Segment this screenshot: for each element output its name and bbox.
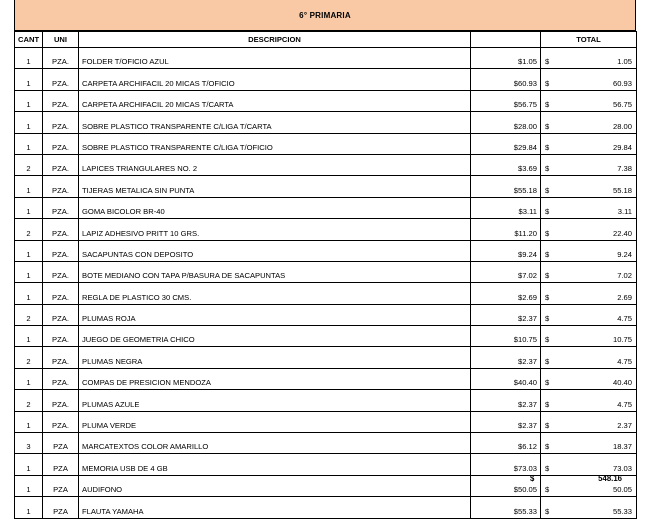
cell-uni: PZA. (43, 283, 79, 304)
currency-symbol: $ (545, 249, 550, 259)
cell-descripcion: SOBRE PLASTICO TRANSPARENTE C/LIGA T/CARTA (79, 112, 471, 133)
cell-total (541, 326, 637, 347)
table-row (15, 154, 637, 175)
total-value: 3.11 (617, 207, 632, 217)
cell-total (541, 219, 637, 240)
cell-total (541, 240, 637, 261)
cell-uni: PZA. (43, 390, 79, 411)
cell-uni: PZA (43, 454, 79, 475)
table-row (15, 454, 637, 475)
cell-precio: $10.75 (471, 326, 541, 347)
currency-symbol: $ (545, 399, 550, 409)
cell-cant: 2 (15, 154, 43, 175)
table-row (15, 326, 637, 347)
cell-precio: $11.20 (471, 219, 541, 240)
table-row (15, 304, 637, 325)
total-value: 9.24 (617, 249, 632, 259)
cell-uni: PZA. (43, 197, 79, 218)
table-body (15, 48, 637, 519)
total-value: 28.00 (612, 121, 632, 131)
currency-symbol: $ (545, 57, 550, 67)
cell-uni: PZA. (43, 176, 79, 197)
cell-uni: PZA. (43, 240, 79, 261)
cell-uni: PZA. (43, 90, 79, 111)
currency-symbol: $ (545, 442, 550, 452)
cell-total (541, 433, 637, 454)
cell-total (541, 69, 637, 90)
header-precio (471, 32, 541, 48)
items-table (14, 31, 637, 519)
table-row (15, 112, 637, 133)
cell-descripcion: CARPETA ARCHIFACIL 20 MICAS T/CARTA (79, 90, 471, 111)
table-row (15, 90, 637, 111)
table-row (15, 497, 637, 518)
cell-descripcion: MEMORIA USB DE 4 GB (79, 454, 471, 475)
cell-uni: PZA. (43, 304, 79, 325)
total-value: 40.40 (612, 378, 632, 388)
cell-cant: 1 (15, 133, 43, 154)
cell-precio: $7.02 (471, 261, 541, 282)
cell-descripcion: PLUMAS AZULE (79, 390, 471, 411)
cell-uni: PZA (43, 497, 79, 518)
currency-symbol: $ (545, 356, 550, 366)
total-value: 1.05 (617, 57, 632, 67)
cell-precio: $2.37 (471, 347, 541, 368)
cell-cant: 1 (15, 326, 43, 347)
cell-precio: $29.84 (471, 133, 541, 154)
cell-total (541, 411, 637, 432)
spreadsheet (14, 0, 636, 519)
cell-descripcion: FLAUTA YAMAHA (79, 497, 471, 518)
cell-cant: 1 (15, 240, 43, 261)
currency-symbol: $ (545, 485, 550, 495)
cell-descripcion: REGLA DE PLASTICO 30 CMS. (79, 283, 471, 304)
currency-symbol: $ (545, 164, 550, 174)
cell-cant: 2 (15, 390, 43, 411)
cell-total (541, 197, 637, 218)
cell-precio: $2.37 (471, 411, 541, 432)
cell-descripcion: CARPETA ARCHIFACIL 20 MICAS T/OFICIO (79, 69, 471, 90)
table-row (15, 176, 637, 197)
table-row (15, 368, 637, 389)
cell-descripcion: GOMA BICOLOR BR-40 (79, 197, 471, 218)
cell-precio: $50.05 (471, 475, 541, 496)
grand-total-currency: $ (530, 474, 535, 483)
total-value: 7.02 (617, 271, 632, 281)
cell-uni: PZA (43, 433, 79, 454)
currency-symbol: $ (545, 378, 550, 388)
cell-precio: $73.03 (471, 454, 541, 475)
table-row (15, 390, 637, 411)
cell-total (541, 90, 637, 111)
currency-symbol: $ (545, 207, 550, 217)
cell-precio: $2.37 (471, 304, 541, 325)
cell-precio: $55.18 (471, 176, 541, 197)
cell-uni: PZA. (43, 261, 79, 282)
total-value: 29.84 (612, 142, 632, 152)
table-row (15, 347, 637, 368)
cell-total (541, 497, 637, 518)
grand-total-value: 548.16 (598, 474, 622, 483)
cell-total (541, 304, 637, 325)
header-total: TOTAL (541, 32, 637, 48)
cell-cant: 2 (15, 219, 43, 240)
total-value: 50.05 (612, 485, 632, 495)
header-cant: CANT (15, 32, 43, 48)
total-value: 22.40 (612, 228, 632, 238)
cell-precio: $60.93 (471, 69, 541, 90)
cell-uni: PZA. (43, 347, 79, 368)
cell-total (541, 176, 637, 197)
total-value: 56.75 (612, 100, 632, 110)
total-value: 10.75 (612, 335, 632, 345)
cell-cant: 1 (15, 197, 43, 218)
cell-descripcion: PLUMA VERDE (79, 411, 471, 432)
cell-descripcion: PLUMAS ROJA (79, 304, 471, 325)
table-row (15, 69, 637, 90)
cell-descripcion: LAPICES TRIANGULARES NO. 2 (79, 154, 471, 175)
cell-total (541, 154, 637, 175)
currency-symbol: $ (545, 314, 550, 324)
cell-uni: PZA. (43, 69, 79, 90)
cell-total (541, 133, 637, 154)
table-row (15, 261, 637, 282)
currency-symbol: $ (545, 121, 550, 131)
currency-symbol: $ (545, 185, 550, 195)
cell-cant: 1 (15, 411, 43, 432)
currency-symbol: $ (545, 78, 550, 88)
table-row (15, 219, 637, 240)
cell-total (541, 347, 637, 368)
cell-uni: PZA. (43, 112, 79, 133)
cell-cant: 1 (15, 176, 43, 197)
cell-precio: $28.00 (471, 112, 541, 133)
currency-symbol: $ (545, 506, 550, 516)
cell-descripcion: SACAPUNTAS CON DEPOSITO (79, 240, 471, 261)
cell-total (541, 261, 637, 282)
table-row (15, 433, 637, 454)
cell-total (541, 390, 637, 411)
cell-cant: 1 (15, 283, 43, 304)
total-value: 4.75 (617, 399, 632, 409)
table-row (15, 283, 637, 304)
cell-cant: 1 (15, 48, 43, 69)
cell-precio: $2.69 (471, 283, 541, 304)
cell-precio: $6.12 (471, 433, 541, 454)
cell-cant: 1 (15, 112, 43, 133)
total-value: 2.37 (617, 421, 632, 431)
cell-cant: 1 (15, 475, 43, 496)
cell-descripcion: LAPIZ ADHESIVO PRITT 10 GRS. (79, 219, 471, 240)
cell-cant: 1 (15, 69, 43, 90)
grand-total (530, 474, 622, 483)
cell-descripcion: MARCATEXTOS COLOR AMARILLO (79, 433, 471, 454)
cell-descripcion: PLUMAS NEGRA (79, 347, 471, 368)
cell-precio: $9.24 (471, 240, 541, 261)
cell-descripcion: AUDIFONO (79, 475, 471, 496)
currency-symbol: $ (545, 463, 550, 473)
cell-cant: 1 (15, 368, 43, 389)
cell-total (541, 368, 637, 389)
total-value: 4.75 (617, 314, 632, 324)
total-value: 18.37 (612, 442, 632, 452)
currency-symbol: $ (545, 142, 550, 152)
cell-uni: PZA. (43, 368, 79, 389)
currency-symbol: $ (545, 335, 550, 345)
cell-precio: $56.75 (471, 90, 541, 111)
table-row (15, 411, 637, 432)
total-value: 2.69 (617, 292, 632, 302)
cell-cant: 1 (15, 497, 43, 518)
cell-descripcion: COMPAS DE PRESICION MENDOZA (79, 368, 471, 389)
cell-precio: $40.40 (471, 368, 541, 389)
cell-cant: 3 (15, 433, 43, 454)
cell-precio: $3.69 (471, 154, 541, 175)
cell-descripcion: BOTE MEDIANO CON TAPA P/BASURA DE SACAPUNTAS (79, 261, 471, 282)
currency-symbol: $ (545, 228, 550, 238)
currency-symbol: $ (545, 271, 550, 281)
cell-uni: PZA. (43, 219, 79, 240)
currency-symbol: $ (545, 421, 550, 431)
cell-descripcion: JUEGO DE GEOMETRIA CHICO (79, 326, 471, 347)
table-row (15, 240, 637, 261)
total-value: 7.38 (617, 164, 632, 174)
cell-total (541, 283, 637, 304)
cell-precio: $1.05 (471, 48, 541, 69)
table-row (15, 48, 637, 69)
cell-total (541, 454, 637, 475)
total-value: 73.03 (612, 463, 632, 473)
total-value: 55.33 (612, 506, 632, 516)
cell-cant: 1 (15, 261, 43, 282)
cell-cant: 2 (15, 304, 43, 325)
cell-uni: PZA. (43, 48, 79, 69)
total-value: 60.93 (612, 78, 632, 88)
cell-cant: 1 (15, 454, 43, 475)
cell-uni: PZA. (43, 326, 79, 347)
cell-total (541, 112, 637, 133)
cell-uni: PZA. (43, 154, 79, 175)
header-descripcion: DESCRIPCION (79, 32, 471, 48)
cell-uni: PZA. (43, 133, 79, 154)
currency-symbol: $ (545, 100, 550, 110)
table-row (15, 197, 637, 218)
header-uni: UNI (43, 32, 79, 48)
cell-precio: $55.33 (471, 497, 541, 518)
cell-precio: $2.37 (471, 390, 541, 411)
cell-descripcion: FOLDER T/OFICIO AZUL (79, 48, 471, 69)
cell-total (541, 48, 637, 69)
currency-symbol: $ (545, 292, 550, 302)
cell-descripcion: TIJERAS METALICA SIN PUNTA (79, 176, 471, 197)
total-value: 4.75 (617, 356, 632, 366)
cell-cant: 2 (15, 347, 43, 368)
total-value: 55.18 (612, 185, 632, 195)
cell-precio: $3.11 (471, 197, 541, 218)
sheet-title: 6° PRIMARIA (14, 0, 636, 31)
cell-uni: PZA. (43, 411, 79, 432)
table-row (15, 133, 637, 154)
cell-cant: 1 (15, 90, 43, 111)
header-row (15, 32, 637, 48)
cell-uni: PZA (43, 475, 79, 496)
cell-descripcion: SOBRE PLASTICO TRANSPARENTE C/LIGA T/OFICIO (79, 133, 471, 154)
